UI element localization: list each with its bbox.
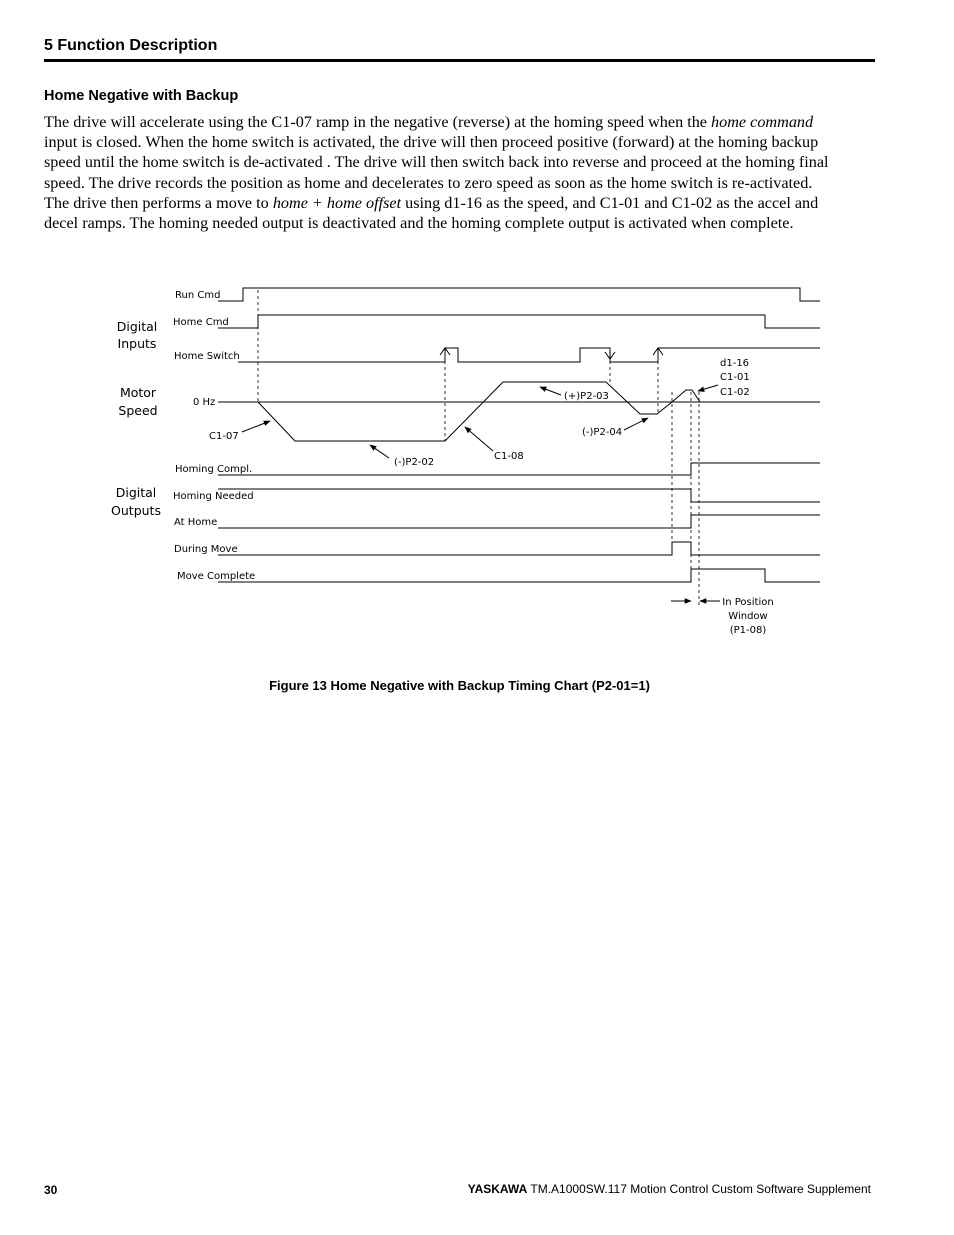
waveform-at-home — [218, 515, 820, 528]
home-offset-term: home + home offset — [272, 193, 402, 212]
annotation-arrow-c1-07 — [242, 421, 270, 432]
paragraph-line-1: The drive will accelerate using the C1-07 ramp in the negative (reverse) at the homing speed when the home command — [44, 113, 814, 131]
page-number: 30 — [44, 1183, 58, 1197]
group-label-digital-inputs-2: Inputs — [117, 336, 157, 351]
footer-brand: YASKAWA — [467, 1182, 528, 1196]
signal-label-home-switch: Home Switch — [174, 351, 240, 362]
footer-text — [468, 1182, 871, 1196]
group-label-digital-inputs-1: Digital — [116, 319, 158, 334]
signal-label-during-move: During Move — [174, 544, 238, 555]
section-header: 5 Function Description — [44, 37, 218, 54]
annotation-c1-01: C1-01 — [720, 372, 750, 383]
waveform-move-complete — [218, 569, 820, 582]
group-label-motor-speed-1: Motor — [119, 385, 157, 400]
footer-doc: TM.A1000SW.117 Motion Control Custom Software Supplement — [527, 1182, 871, 1196]
signal-label-home-cmd: Home Cmd — [173, 317, 229, 328]
annotation-arrow-p2-03 — [540, 387, 561, 395]
waveform-homing-needed — [218, 489, 820, 502]
paragraph-line-3: speed until the home switch is de-activated . The drive will then switch back into reverse and proceed at the homing final — [44, 153, 829, 172]
group-label-motor-speed-2: Speed — [118, 403, 158, 418]
annotation-in-position-3: (P1-08) — [729, 625, 767, 636]
signal-label-homing-needed: Homing Needed — [173, 491, 254, 502]
paragraph-line-5: The drive then performs a move to home + home offset using d1-16 as the speed, and C1-01 and C1-02 as the accel and — [44, 193, 819, 212]
paragraph-line-6: decel ramps. The homing needed output is deactivated and the homing complete output is activated when complete. — [44, 214, 794, 233]
group-label-digital-outputs-2: Outputs — [111, 503, 161, 518]
waveform-home-cmd — [218, 315, 820, 328]
waveform-homing-compl — [218, 463, 820, 475]
figure-caption: Figure 13 Home Negative with Backup Timing Chart (P2-01=1) — [269, 678, 650, 693]
group-label-digital-outputs-1: Digital — [115, 485, 157, 500]
motor-speed-profile — [258, 382, 700, 441]
annotation-c1-02: C1-02 — [720, 387, 750, 398]
waveform-during-move — [218, 542, 820, 555]
annotation-p2-02: (-)P2-02 — [394, 457, 435, 468]
waveform-run-cmd — [218, 288, 820, 301]
paragraph-line-2: input is closed. When the home switch is activated, the drive will then proceed positive (forward) at the homing backup — [44, 133, 819, 152]
annotation-d1-16: d1-16 — [720, 358, 750, 369]
annotation-c1-07: C1-07 — [209, 431, 239, 442]
signal-label-at-home: At Home — [174, 517, 218, 528]
signal-label-run-cmd: Run Cmd — [175, 290, 221, 301]
annotation-arrow-p2-02 — [370, 445, 389, 458]
annotation-in-position-1: In Position — [722, 597, 774, 608]
annotation-in-position-2: Window — [728, 611, 768, 622]
signal-label-zero-hz: 0 Hz — [193, 397, 216, 408]
paragraph-line-4: speed. The drive records the position as home and decelerates to zero speed as soon as the home switch is re-activated. — [44, 173, 813, 192]
annotation-arrow-c1-08 — [465, 427, 493, 451]
subheading: Home Negative with Backup — [44, 88, 239, 104]
annotation-p2-04: (-)P2-04 — [582, 427, 623, 438]
home-command-term: home command — [711, 113, 814, 131]
annotation-arrow-d1-16 — [698, 385, 718, 391]
signal-label-homing-compl: Homing Compl. — [175, 464, 253, 475]
annotation-arrow-p2-04 — [624, 418, 648, 430]
annotation-p2-03: (+)P2-03 — [564, 391, 609, 402]
annotation-c1-08: C1-08 — [494, 451, 524, 462]
signal-label-move-complete: Move Complete — [177, 571, 256, 582]
